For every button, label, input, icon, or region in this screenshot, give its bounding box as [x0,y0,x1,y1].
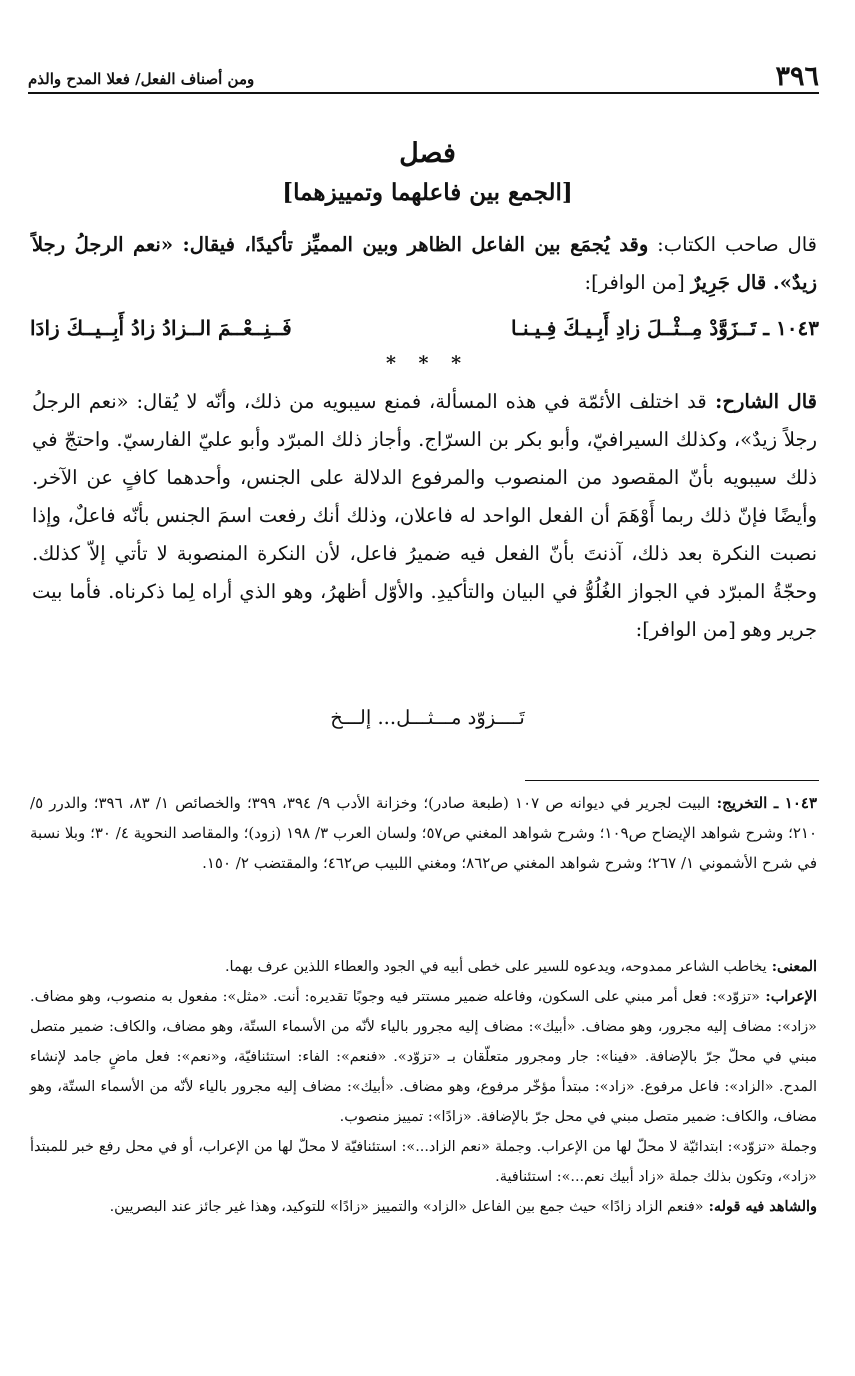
author-text: وقد يُجمَع بين الفاعل الظاهر وبين المميِّز تأكيدًا، فيقال: «نعم الرجلُ رجلاً زيدٌ». قال جَرِيرٌ [32,233,817,294]
running-title: ومن أصناف الفعل/ فعلا المدح والذم [28,70,255,88]
page-header [28,58,819,94]
witness-label: والشاهد فيه قوله: [703,1198,817,1215]
footnote-text: البيت لجرير في ديوانه ص ١٠٧ (طبعة صادر)؛ وخزانة الأدب ٩/ ٣٩٤، ٣٩٩؛ والخصائص ١/ ٨٣، ٣٩٦؛ والدرر ٥/ ٢١٠؛ وشرح شواهد الإيضاح ص١٠٩؛ وشرح شواهد المغني ص٥٧؛ ولسان العرب ٣/ ١٩٨ (زود)؛ والمقاصد النحوية ٤/ ٣٠؛ وبلا نسبة في شرح الأشموني ١/ ٢٦٧؛ وشرح شواهد المغني ص٨٦٢؛ ومغني اللبيب ص٤٦٢؛ والمقتضب ٢/ ١٥٠. [30,794,818,872]
verse-first-hemistich: تَــزَوَّدْ مِــثْــلَ زادِ أَبِـيـكَ فِـيـنـا [511,316,757,340]
verse-repeat: تَــــزوّد مـــثـــل... إلـــخ [330,706,525,729]
verse-second-hemistich: فَــنِــعْــمَ الــزادُ زادُ أَبِــيــكَ زادَا [30,316,292,340]
footnote-notes [30,952,817,1222]
footnote-label: ١٠٤٣ ـ التخريج: [710,794,818,812]
verse-number: ١٠٤٣ ـ [763,316,819,340]
sentences-note: وجملة «تزوّد»: ابتدائيّة لا محلّ لها من الإعراب. وجملة «نعم الزاد...»: استئنافيّة لا محلّ لها من الإعراب، أو في محل رفع خبر للمبتدأ «زاد»، وتكون بذلك جملة «زاد أبيك نعم...»: استئنافية. [30,1139,817,1185]
commentary-text: قد اختلف الأئمّة في هذه المسألة، فمنع سيبويه من ذلك، وأنّه لا يُقال: «نعم الرجلُ رجلاً زيدٌ»، وكذلك السيرافيّ، وأبو بكر بن السرّاج. وأجاز ذلك المبرّد وأبو عليّ الفارسيّ. واحتجّ في ذلك سيبويه بأنّ المقصود من المنصوب والمرفوع الدلالة على الجنس، وأحدهما كافٍ عن الآخر. وأيضًا فإنّ ذلك ربما أَوْهَمَ أن الفعل الواحد له فاعلان، وذلك أنك رفعت اسمَ الجنس بأنّه فاعلٌ، وإذا نصبت النكرة بعد ذلك، آذنتَ بأنّ الفعل فيه ضميرُ فاعل، لأن النكرة المنصوبة لا تأتي إلاّ كذلك. وحجّةُ المبرّد في الجواز الغُلُوُّ في البيان والتأكيدِ. والأوّل أظهرُ، وهو الذي أراه لِما ذكرناه. فأما بيت جرير وهو [من الوافر]: [32,390,817,641]
verse-line [30,308,819,348]
meaning-note [30,952,817,982]
page-number: ٣٩٦ [775,61,819,92]
author-label: قال صاحب الكتاب: [648,233,817,256]
irab-note [30,982,817,1132]
footnote-takhrij [30,788,817,878]
section-title: فصل [399,138,456,169]
separator-stars: * * * [385,352,470,374]
irab-text: «تزوّد»: فعل أمر مبني على السكون، وفاعله ضمير مستتر فيه وجوبًا تقديره: أنت. «مثل»: مفعول به منصوب، وهو مضاف. «زاد»: مضاف إليه مجرور، وهو مضاف. «أبيك»: مضاف إليه مجرور بالياء لأنّه من الأسماء الستّة، وهو مضاف، والكاف: ضمير متصل مبني في محلّ جرّ بالإضافة. «فينا»: جار ومجرور متعلّقان بـ «تزوّد». «فنعم»: الفاء: استئنافيّة، و«نعم»: فعل ماضٍ جامد لإنشاء المدح. «الزاد»: فاعل مرفوع. «زاد»: مبتدأ مؤخّر مرفوع، وهو مضاف. «أبيك»: مضاف إليه مجرور بالياء لأنّه من الأسماء الستّة، وهو مضاف، والكاف: ضمير متصل مبني في محل جرّ بالإضافة. «زادًا»: تمييز منصوب. [30,989,817,1125]
author-meter: [من الوافر]: [584,271,691,294]
meaning-text: يخاطب الشاعر ممدوحه، ويدعوه للسير على خطى أبيه في الجود والعطاء اللذين عرف بهما. [224,959,767,975]
footnote-divider [525,780,819,781]
commentary-paragraph [32,383,817,649]
meaning-label: المعنى: [766,958,817,975]
commentary-label: قال الشارح: [706,390,817,413]
author-paragraph [32,226,817,302]
witness-note [30,1192,817,1222]
witness-text: «فنعم الزاد زادًا» حيث جمع بين الفاعل «الزاد» والتمييز «زادًا» للتوكيد، وهذا غير جائز عند البصريين. [109,1199,704,1215]
irab-label: الإعراب: [760,988,817,1005]
verse-first-part [511,316,819,340]
section-subtitle: [الجمع بين فاعلهما وتمييزهما] [282,179,573,206]
